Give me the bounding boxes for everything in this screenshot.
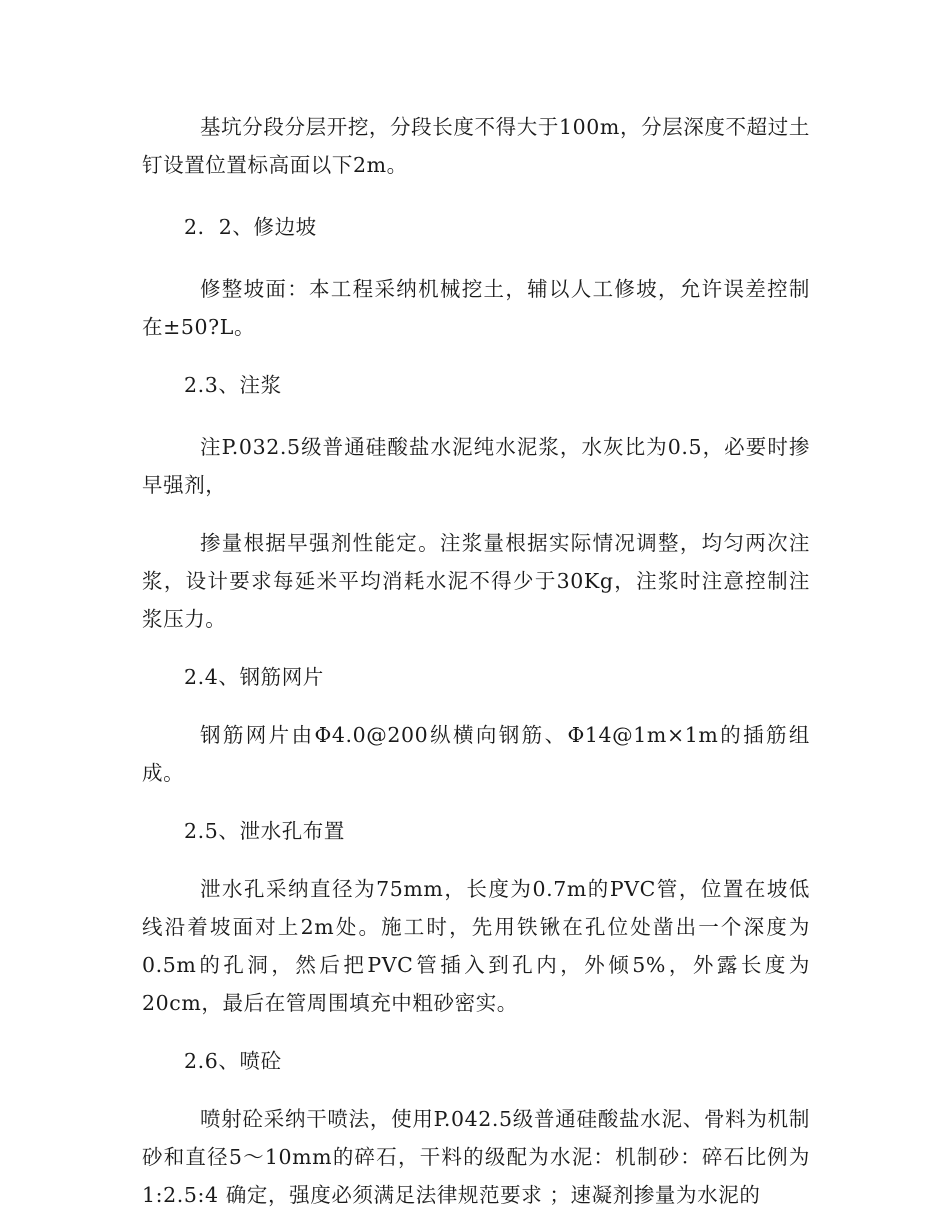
section-heading-2-3: 2.3、注浆 — [184, 373, 282, 397]
paragraph-grouting-2: 掺量根据早强剂性能定。注浆量根据实际情况调整，均匀两次注浆，设计要求每延米平均消耗水泥不得少于30Kg，注浆时注意控制注浆压力。 — [142, 531, 810, 631]
section-heading-2-2: 2．2、修边坡 — [184, 215, 317, 239]
paragraph-mesh: 钢筋网片由Φ4.0@200纵横向钢筋、Φ14@1m×1m的插筋组成。 — [142, 723, 810, 785]
section-heading-2-5: 2.5、泄水孔布置 — [184, 819, 346, 843]
paragraph-slope-trim: 修整坡面：本工程采纳机械挖土，辅以人工修坡，允许误差控制在±50?L。 — [142, 277, 810, 339]
section-heading-2-4: 2.4、钢筋网片 — [184, 665, 324, 689]
document-body — [142, 108, 810, 1214]
paragraph-grouting-1: 注P.032.5级普通硅酸盐水泥纯水泥浆，水灰比为0.5，必要时掺早强剂， — [142, 435, 810, 497]
paragraph-excavation: 基坑分段分层开挖，分段长度不得大于100m，分层深度不超过土钉设置位置标高面以下2m。 — [142, 115, 810, 177]
section-heading-2-6: 2.6、喷砼 — [184, 1049, 282, 1073]
paragraph-drain-holes: 泄水孔采纳直径为75mm，长度为0.7m的PVC管，位置在坡低线沿着坡面对上2m处。施工时，先用铁锹在孔位处凿出一个深度为0.5m的孔洞，然后把PVC管插入到孔内，外倾5%，外露长度为20cm，最后在管周围填充中粗砂密实。 — [142, 877, 810, 1015]
paragraph-shotcrete: 喷射砼采纳干喷法，使用P.042.5级普通硅酸盐水泥、骨料为机制砂和直径5～10mm的碎石，干料的级配为水泥：机制砂：碎石比例为1:2.5:4 确定，强度必须满足法律规范要求 ；速凝剂掺量为水泥的 — [142, 1107, 810, 1207]
